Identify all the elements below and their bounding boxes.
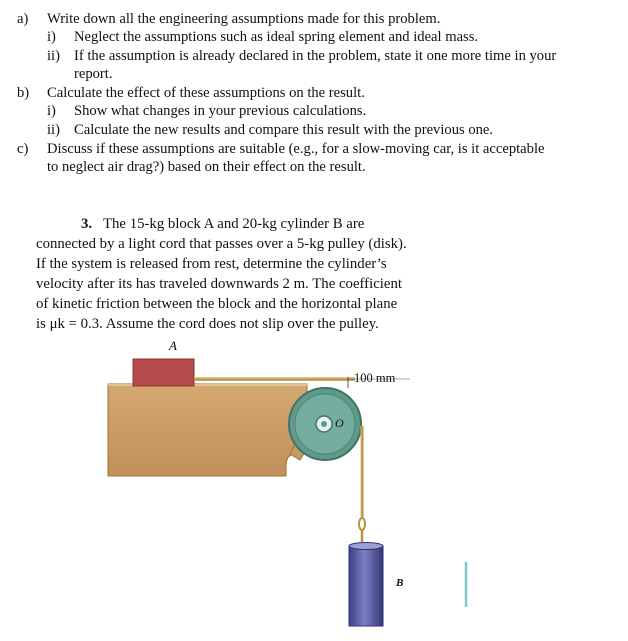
item-a-text: Write down all the engineering assumptions made for this problem. (47, 11, 441, 27)
figure-drawing (0, 336, 628, 641)
problem-line-4: velocity after its has traveled downwards 2 m. The coefficient (36, 276, 402, 292)
label-cylinder-b: B (396, 577, 404, 589)
label-block-a: A (169, 338, 177, 353)
item-b-ii-text: Calculate the new results and compare this result with the previous one. (74, 122, 494, 138)
cylinder-hook (359, 518, 365, 530)
item-c-label: c) (17, 141, 29, 157)
pulley-figure (0, 336, 628, 641)
table-support (108, 384, 307, 476)
item-c-text-2: to neglect air drag?) based on their effect on the result. (47, 159, 366, 175)
item-b-text: Calculate the effect of these assumptions on the result. (47, 85, 365, 101)
item-b-label: b) (17, 85, 30, 101)
problem-line-5: of kinetic friction between the block and the horizontal plane (36, 296, 398, 312)
problem-line-2: connected by a light cord that passes over a 5-kg pulley (disk). (36, 236, 407, 252)
label-radius: 100 mm (354, 371, 396, 385)
item-a-i-text: Neglect the assumptions such as ideal spring element and ideal mass. (74, 29, 479, 45)
problem-line-3: If the system is released from rest, determine the cylinder’s (36, 256, 387, 272)
item-a-ii-text-2: report. (74, 66, 113, 82)
problem-line-1: The 15-kg block A and 20-kg cylinder B are (103, 216, 365, 232)
item-b-i-text: Show what changes in your previous calculations. (74, 103, 367, 119)
item-a-i-label: i) (47, 29, 56, 45)
item-a-ii-label: ii) (47, 48, 60, 64)
item-b-ii-label: ii) (47, 122, 60, 138)
block-a (133, 359, 194, 386)
item-c-text-1: Discuss if these assumptions are suitable (e.g., for a slow-moving car, is it acceptable (47, 141, 545, 157)
item-b-i-label: i) (47, 103, 56, 119)
problem-line-6: is μk = 0.3. Assume the cord does not slip over the pulley. (36, 316, 379, 332)
item-a-ii-text-1: If the assumption is already declared in the problem, state it one more time in your (74, 48, 557, 64)
label-pin-o: O (335, 416, 344, 430)
item-a-label: a) (17, 11, 29, 27)
problem-number: 3. (81, 216, 93, 232)
cylinder-b (349, 546, 383, 626)
